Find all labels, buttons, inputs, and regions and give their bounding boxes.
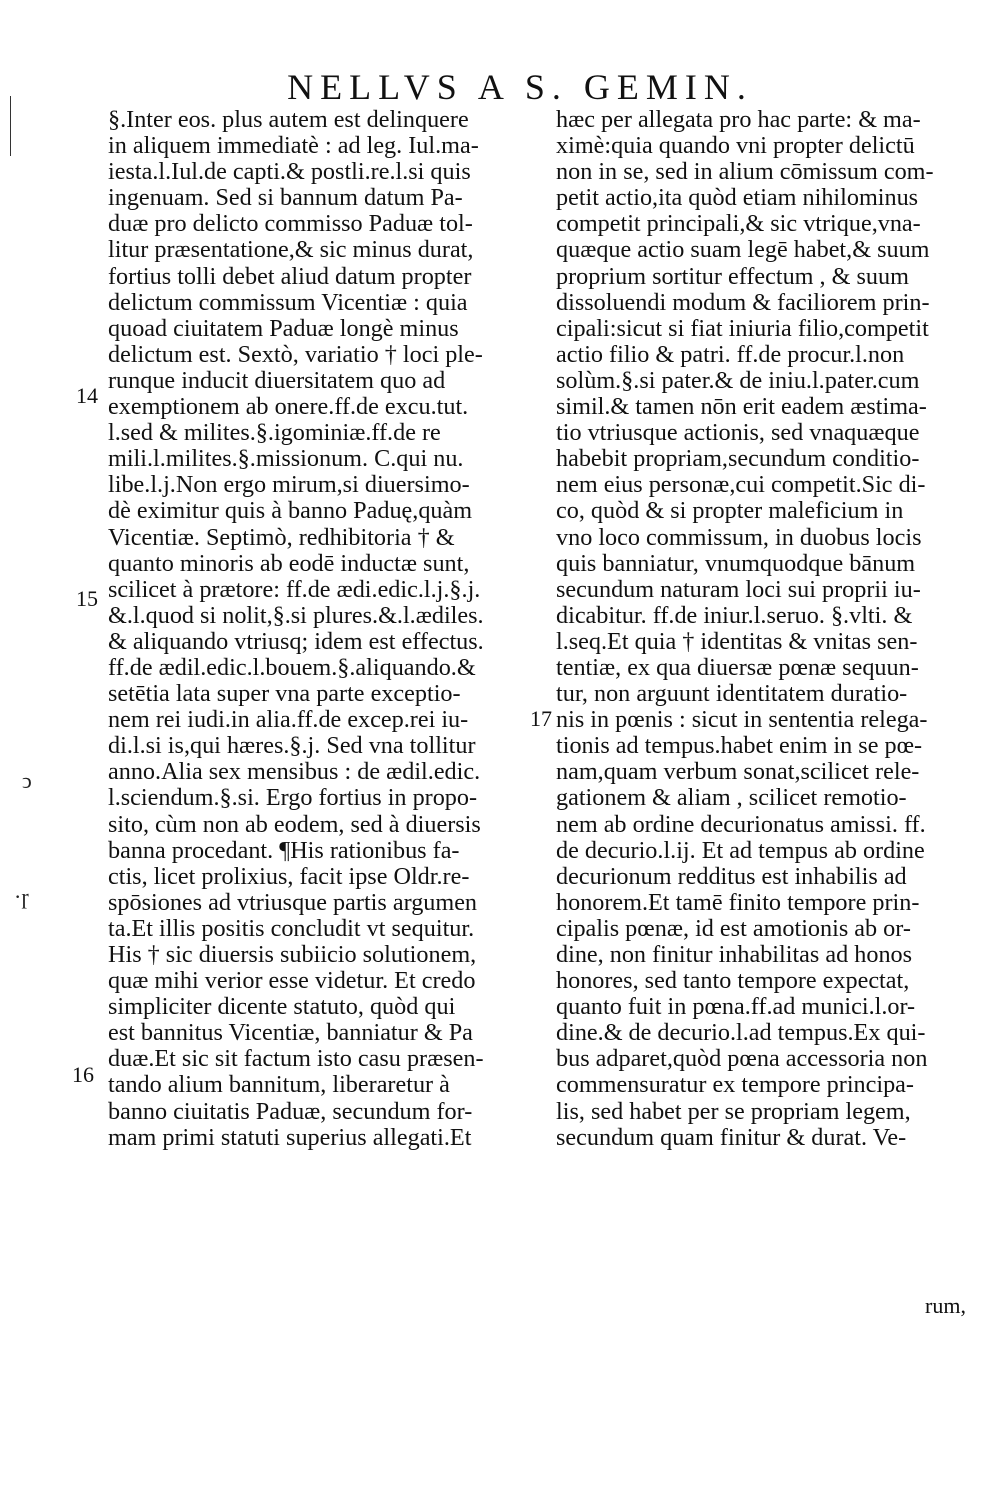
text-line: nem rei iudi.in alia.ff.de excep.rei iu- xyxy=(108,706,469,734)
text-line: tionis ad tempus.habet enim in se pœ- xyxy=(556,732,923,760)
text-line: duæ.Et sic sit factum isto casu præsen- xyxy=(108,1045,484,1073)
text-line: competit principali,& sic vtrique,vna- xyxy=(556,210,921,238)
text-line: dine.& de decurio.l.ad tempus.Ex qui- xyxy=(556,1019,926,1047)
text-line: & aliquando vtriusq; idem est effectus. xyxy=(108,627,484,655)
text-line: proprium sortitur effectum , & suum xyxy=(556,262,909,290)
text-line: dicabitur. ff.de iniur.l.seruo. §.vlti. & xyxy=(556,601,913,629)
text-line: vno loco commissum, in duobus locis xyxy=(556,523,922,551)
text-line: dine, non finitur inhabilitas ad honos xyxy=(556,941,913,968)
text-line: mili.l.milites.§.missionum. C.qui nu. xyxy=(108,445,464,473)
right-column xyxy=(556,107,961,1151)
text-line: Vicentiæ. Septimò, redhibitoria † & xyxy=(108,523,455,551)
margin-number-14: 14 xyxy=(76,383,98,408)
text-line: fortius tolli debet aliud datum propter xyxy=(108,262,472,290)
margin-stain-mark-2: ·ɼ xyxy=(14,884,29,909)
text-line: in aliquem immediatè : ad leg. Iul.ma- xyxy=(108,132,479,160)
text-line: iesta.l.Iul.de capti.& postli.re.l.si quis xyxy=(108,158,471,186)
text-line: §.Inter eos. plus autem est delinquere xyxy=(108,106,469,133)
text-line: nem ab ordine decurionatus amissi. ff. xyxy=(556,810,926,838)
text-line: ximè:quia quando vni propter delictū xyxy=(556,132,915,160)
text-line: tur, non arguunt identitatem duratio- xyxy=(556,680,908,708)
text-line: l.seq.Et quia † identitas & vnitas sen- xyxy=(556,627,918,655)
text-line: habebit propriam,secundum conditio- xyxy=(556,445,920,473)
text-line: quæ mihi verior esse videtur. Et credo xyxy=(108,967,476,995)
text-line: simil.& tamen nōn erit eadem æstima- xyxy=(556,393,927,421)
text-line: petit actio,ita quòd etiam nihilominus xyxy=(556,184,919,212)
text-line: hæc per allegata pro hac parte: & ma- xyxy=(556,106,921,133)
text-line: quoad ciuitatem Paduæ longè minus xyxy=(108,314,459,342)
text-line: delictum commissum Vicentiæ : quia xyxy=(108,288,468,316)
margin-number-16: 16 xyxy=(72,1062,94,1087)
text-line: gationem & aliam , scilicet remotio- xyxy=(556,784,907,812)
text-line: scilicet à prætore: ff.de ædi.edic.l.j.§.j. xyxy=(108,575,481,603)
text-line: exemptionem ab onere.ff.de excu.tut. xyxy=(108,393,469,421)
text-line: quanto fuit in pœna.ff.ad munici.l.or- xyxy=(556,993,916,1021)
text-line: ta.Et illis positis concludit vt sequitur. xyxy=(108,914,475,942)
text-line: nis in pœnis : sicut in sententia relega- xyxy=(556,706,928,734)
text-line: simpliciter dicente statuto, quòd qui xyxy=(108,993,456,1021)
text-line: runque inducit diuersitatem quo ad xyxy=(108,366,446,394)
text-line: non in se, sed in alium cōmissum com- xyxy=(556,158,934,186)
text-line: sito, cùm non ab eodem, sed à diuersis xyxy=(108,810,481,838)
text-line: co, quòd & si propter maleficium in xyxy=(556,497,904,525)
text-line: nam,quam verbum sonat,scilicet rele- xyxy=(556,758,920,786)
text-line: spōsiones ad vtriusque partis argumen xyxy=(108,888,478,916)
text-line: est bannitus Vicentiæ, banniatur & Pa xyxy=(108,1019,473,1047)
text-line: delictum est. Sextò, variatio † loci ple- xyxy=(108,340,483,368)
text-line: nem eius personæ,cui competit.Sic di- xyxy=(556,471,926,499)
text-line: l.sed & milites.§.igominiæ.ff.de re xyxy=(108,419,441,447)
text-line: ff.de ædil.edic.l.bouem.§.aliquando.& xyxy=(108,653,476,681)
text-line: anno.Alia sex mensibus : de ædil.edic. xyxy=(108,758,481,786)
text-line: duæ pro delicto commisso Paduæ tol- xyxy=(108,210,473,238)
text-line: litur præsentatione,& sic minus durat, xyxy=(108,236,474,264)
text-line: setētia lata super vna parte exceptio- xyxy=(108,680,461,708)
text-line: ingenuam. Sed si bannum datum Pa- xyxy=(108,184,463,212)
text-line: dè eximitur quis à banno Paduę,quàm xyxy=(108,497,473,525)
text-line: honorem.Et tamē finito tempore prin- xyxy=(556,888,920,916)
text-line: mam primi statuti superius allegati.Et xyxy=(108,1123,472,1151)
text-line: tio vtriusque actionis, sed vnaquæque xyxy=(556,419,920,447)
text-line: secundum naturam loci sui proprii iu- xyxy=(556,575,921,603)
text-line: honores, sed tanto tempore expectat, xyxy=(556,967,910,995)
text-line: His † sic diuersis subiicio solutionem, xyxy=(108,941,477,968)
text-line: commensuratur ex tempore principa- xyxy=(556,1071,914,1099)
text-line: &.l.quod si nolit,§.si plures.&.l.ædiles. xyxy=(108,601,484,629)
text-line: cipali:sicut si fiat iniuria filio,competit xyxy=(556,314,929,342)
text-line: cipalis pœnæ, id est amotionis ab or- xyxy=(556,914,911,942)
text-line: quis banniatur, vnumquodque bānum xyxy=(556,549,916,577)
text-line: tando alium bannitum, liberaretur à xyxy=(108,1071,450,1099)
text-line: de decurio.l.ij. Et ad tempus ab ordine xyxy=(556,836,925,864)
text-line: decurionum redditus est inhabilis ad xyxy=(556,862,907,890)
text-line: banno ciuitatis Paduæ, secundum for- xyxy=(108,1097,473,1125)
text-line: bus adparet,quòd pœna accessoria non xyxy=(556,1045,928,1073)
text-line: actio filio & patri. ff.de procur.l.non xyxy=(556,340,905,368)
margin-number-17: 17 xyxy=(530,706,552,731)
text-line: l.sciendum.§.si. Ergo fortius in propo- xyxy=(108,784,478,812)
text-line: lis, sed habet per se propriam legem, xyxy=(556,1097,911,1125)
running-header: NELLVS A S. GEMIN. xyxy=(287,67,753,107)
catchword: rum, xyxy=(925,1293,966,1318)
text-line: tentiæ, ex qua diuersæ pœnæ sequun- xyxy=(556,653,919,681)
text-line: di.l.si is,qui hæres.§.j. Sed vna tollitur xyxy=(108,732,476,760)
text-line: quæque actio suam legē habet,& suum xyxy=(556,236,930,264)
text-line: banna procedant. ¶His rationibus fa- xyxy=(108,836,460,864)
text-line: secundum quam finitur & durat. Ve- xyxy=(556,1123,907,1151)
text-line: ctis, licet prolixius, facit ipse Oldr.re- xyxy=(108,862,470,890)
text-line: libe.l.j.Non ergo mirum,si diuersimo- xyxy=(108,471,470,499)
left-column xyxy=(108,107,528,1151)
text-line: quanto minoris ab eodē inductæ sunt, xyxy=(108,549,470,577)
margin-number-15: 15 xyxy=(76,586,98,611)
text-line: dissoluendi modum & faciliorem prin- xyxy=(556,288,930,316)
text-line: solùm.§.si pater.& de iniu.l.pater.cum xyxy=(556,366,920,394)
margin-stain-mark: ↄ xyxy=(22,768,32,793)
